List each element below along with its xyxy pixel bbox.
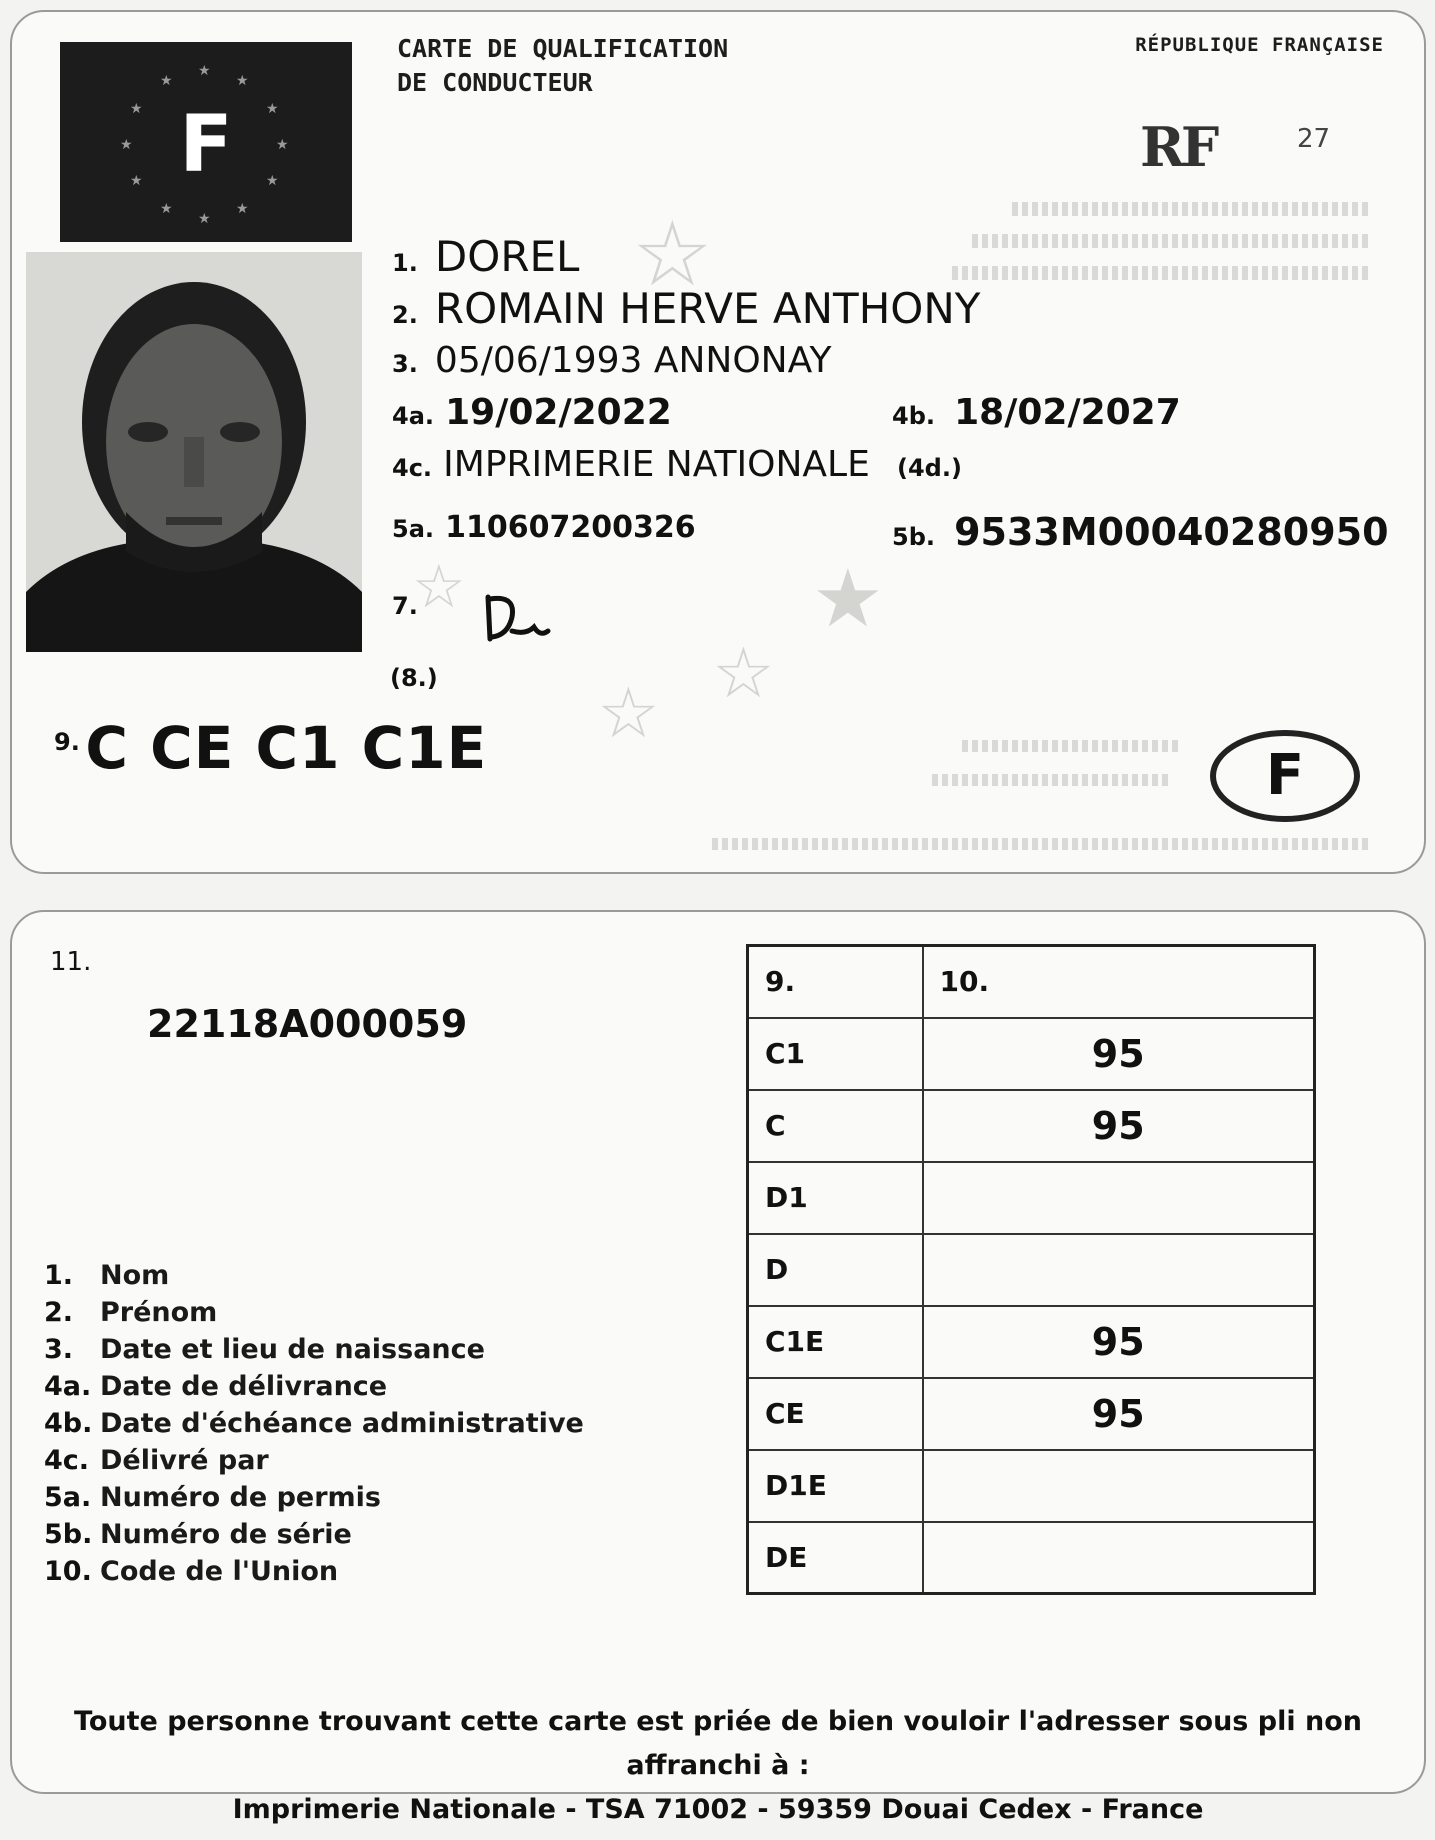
category-cell: D1E [748, 1450, 923, 1522]
field-surname [392, 232, 579, 281]
reference-number-label: 11. [50, 947, 92, 977]
field-expiry-date [892, 392, 1181, 433]
field-4d [897, 454, 962, 482]
legend-number: 4a. [44, 1371, 92, 1402]
table-row [748, 1090, 1315, 1162]
legend-number: 5b. [44, 1519, 93, 1550]
legend-number: 5a. [44, 1482, 92, 1513]
field-serial-number [892, 510, 1389, 554]
categories-line [54, 714, 487, 782]
field-number: 4a. [392, 402, 435, 430]
field-number: (4d.) [897, 454, 962, 482]
background-star-icon: ☆ [412, 552, 466, 622]
legend-number: 4b. [44, 1408, 93, 1439]
category-cell: C1E [748, 1306, 923, 1378]
legend-number: 10. [44, 1556, 92, 1587]
union-code-cell: 95 [923, 1378, 1315, 1450]
country-oval-badge: F [1210, 730, 1360, 822]
microprint-line [1012, 202, 1372, 216]
legend-text: Code de l'Union [100, 1556, 339, 1587]
field-number: 2. [392, 301, 418, 329]
legend-text: Prénom [100, 1297, 218, 1328]
given-names-value: ROMAIN HERVE ANTHONY [434, 284, 981, 333]
legend-text: Nom [100, 1260, 170, 1291]
table-row [748, 1306, 1315, 1378]
field-issue-date [392, 392, 672, 433]
legend-item [44, 1479, 584, 1516]
legend-text: Délivré par [100, 1445, 269, 1476]
table-row [748, 1018, 1315, 1090]
field-given-names [392, 284, 980, 333]
table-row [748, 1522, 1315, 1594]
category-cell: D [748, 1234, 923, 1306]
field-number: (8.) [390, 664, 438, 692]
legend-item [44, 1368, 584, 1405]
table-row [748, 1450, 1315, 1522]
category-cell: C [748, 1090, 923, 1162]
return-address-line: Imprimerie Nationale - TSA 71002 - 59359 Douai Cedex - France [232, 1794, 1204, 1825]
table-row [748, 1378, 1315, 1450]
union-code-cell [923, 1162, 1315, 1234]
table-header-row [748, 946, 1315, 1018]
union-code-cell: 95 [923, 1018, 1315, 1090]
legend-text: Date d'échéance administrative [100, 1408, 584, 1439]
microprint-line [962, 740, 1182, 752]
union-code-cell [923, 1450, 1315, 1522]
field-number: 7. [392, 592, 418, 620]
legend-text: Date et lieu de naissance [100, 1334, 485, 1365]
category-cell: C1 [748, 1018, 923, 1090]
serial-number-value: 9533M00040280950 [954, 510, 1389, 554]
field-number: 3. [392, 350, 418, 378]
legend-number: 3. [44, 1334, 74, 1365]
union-code-cell [923, 1522, 1315, 1594]
microprint-line [932, 774, 1172, 786]
table-header-union-code: 10. [923, 946, 1315, 1018]
card-front [10, 10, 1426, 874]
table-header-categories: 9. [748, 946, 923, 1018]
legend-number: 1. [44, 1260, 74, 1291]
microprint-line [952, 266, 1372, 280]
flag-country-code: F [179, 100, 233, 190]
card-back [10, 910, 1426, 1825]
return-notice-line: Toute personne trouvant cette carte est priée de bien vouloir l'adresser sous pli non affranchi à : [73, 1706, 1362, 1781]
return-address-notice [12, 1700, 1424, 1832]
document-title-line2: DE CONDUCTEUR [397, 68, 593, 97]
field-number: 4c. [392, 454, 433, 482]
licence-number-value: 110607200326 [445, 510, 696, 545]
union-code-cell: 95 [923, 1090, 1315, 1162]
category-cell: D1 [748, 1162, 923, 1234]
legend-item [44, 1257, 584, 1294]
field-legend [44, 1257, 584, 1590]
category-cell: CE [748, 1378, 923, 1450]
issue-date-value: 19/02/2022 [445, 392, 672, 433]
legend-text: Numéro de permis [100, 1482, 381, 1513]
legend-text: Date de délivrance [100, 1371, 388, 1402]
field-number: 5a. [392, 515, 435, 543]
legend-item [44, 1516, 584, 1553]
field-birth [392, 340, 831, 381]
field-8 [390, 664, 438, 692]
legend-item [44, 1553, 584, 1590]
issuer-value: IMPRIMERIE NATIONALE [443, 444, 870, 485]
categories-number: 9. [54, 728, 80, 756]
background-star-icon: ★ [812, 552, 884, 645]
microprint-line [972, 234, 1372, 248]
field-licence-number [392, 510, 696, 545]
eu-flag-icon: ★ ★ ★ ★ ★ ★ ★ ★ ★ ★ ★ ★ F [60, 42, 352, 242]
field-number: 5b. [892, 523, 935, 551]
field-issuer [392, 444, 870, 485]
legend-item [44, 1442, 584, 1479]
table-row [748, 1162, 1315, 1234]
field-number: 4b. [892, 402, 935, 430]
document-title [397, 32, 728, 100]
categories-value: C CE C1 C1E [85, 714, 488, 782]
legend-item [44, 1294, 584, 1331]
legend-number: 2. [44, 1297, 74, 1328]
field-signature [392, 592, 418, 620]
republic-label: RÉPUBLIQUE FRANÇAISE [1135, 34, 1384, 56]
rf-logo: RF [1140, 115, 1216, 179]
legend-item [44, 1331, 584, 1368]
field-number: 1. [392, 249, 418, 277]
microprint-line [712, 838, 1372, 850]
union-code-cell: 95 [923, 1306, 1315, 1378]
background-star-icon: ☆ [632, 202, 713, 307]
legend-text: Numéro de série [100, 1519, 352, 1550]
holder-photo [26, 252, 362, 652]
rf-suffix: 27 [1297, 124, 1331, 154]
signature-image [482, 587, 572, 647]
background-star-icon: ☆ [712, 632, 775, 714]
legend-item [44, 1405, 584, 1442]
table-row [748, 1234, 1315, 1306]
birth-value: 05/06/1993 ANNONAY [434, 340, 832, 381]
background-star-icon: ☆ [597, 672, 660, 754]
union-code-cell [923, 1234, 1315, 1306]
category-cell: DE [748, 1522, 923, 1594]
categories-code-table [746, 944, 1316, 1595]
document-title-line1: CARTE DE QUALIFICATION [397, 34, 729, 63]
surname-value: DOREL [434, 232, 580, 281]
reference-number-value: 22118A000059 [147, 1002, 468, 1046]
expiry-date-value: 18/02/2027 [954, 392, 1181, 433]
legend-number: 4c. [44, 1445, 90, 1476]
